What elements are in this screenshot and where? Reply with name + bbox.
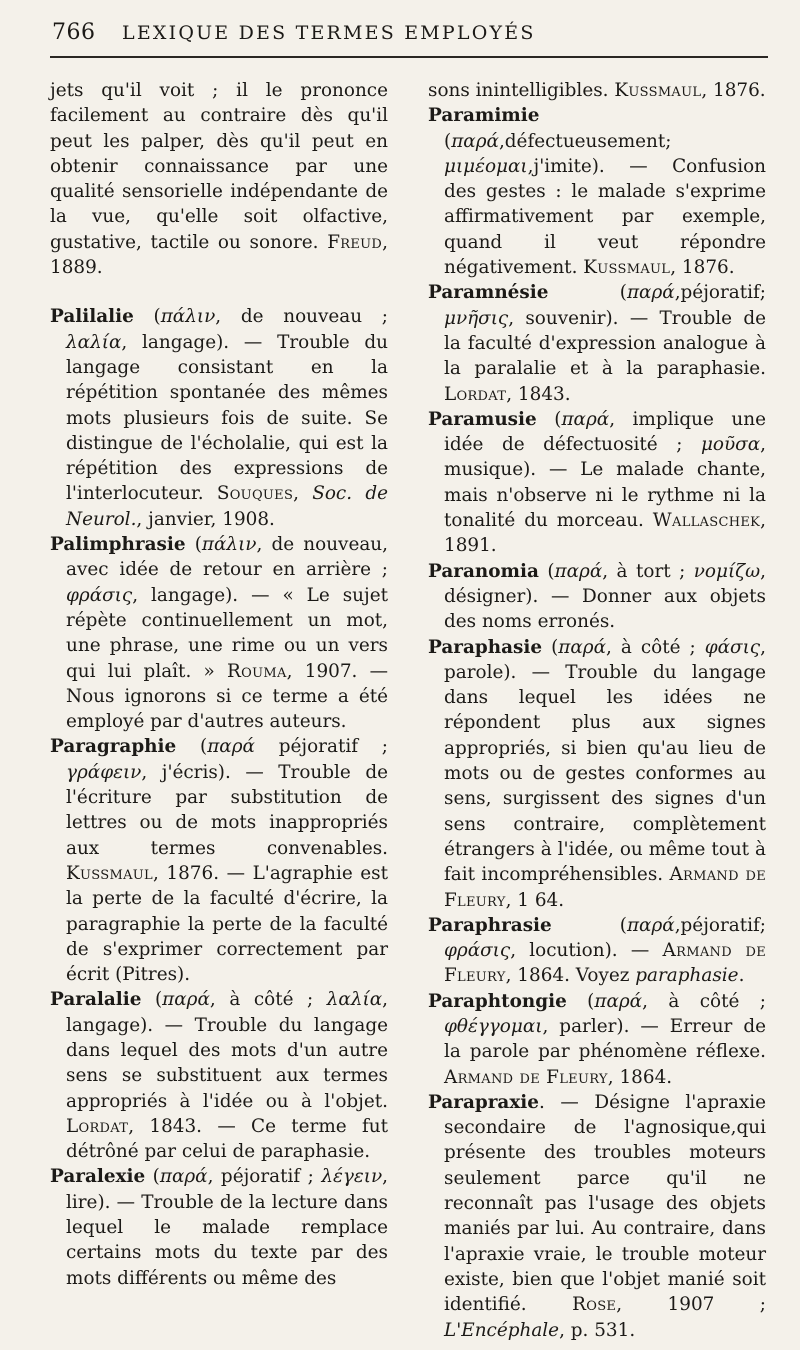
entry-body: — Trouble de la lecture dans lequel le malade remplace certains mots du texte par des mots différents ou même des (66, 1191, 388, 1289)
greek-word: παρά (159, 1166, 208, 1188)
entry-term: Paramusie (428, 408, 537, 430)
greek-word: φθέγγομαι (444, 1015, 543, 1037)
header-rule (50, 56, 768, 58)
author-name: Kussmaul (583, 257, 671, 279)
entry-body: — Trouble du langage dans lequel des mots d'un autre sens se substituent aux termes appropriés à l'idée ou à l'objet. (66, 1014, 388, 1112)
entry-body: — Trouble de l'écriture par substitution de lettres ou de mots inappropriés aux termes convenables. (66, 761, 388, 859)
entry-term: Paraphasie (428, 636, 543, 658)
entry-parapraxie: Parapraxie. — Désigne l'apraxie secondaire de l'agnosique,qui présente des troubles moteurs seulement parce qu'il ne reconnaît pas l'usage des objets maniés par lui. Au contraire, dans l'apraxie vraie, le trouble moteur existe, bien que l'objet manié soit identifié. Rose, 1907 ; L'Encéphale, p. 531. (428, 1091, 766, 1341)
continuation-paragraph (428, 78, 766, 103)
author-name: Freud (327, 231, 383, 253)
author-name: Armand de Fleury (444, 864, 766, 911)
greek-word: παρά (162, 989, 210, 1011)
entry-paraphtongie: Paraphtongie (παρά, à côté ; φθέγγομαι, parler). — Erreur de la parole par phénomène réflexe. Armand de Fleury, 1864. (428, 990, 766, 1088)
entry-term: Paraphrasie (428, 914, 552, 936)
author-name: Armand de Fleury (444, 1066, 608, 1088)
entry-body: — Confusion des gestes : le malade s'exprime affirmativement par exemple, quand il veut répondre négativement. (444, 155, 766, 279)
entry-term: Paragraphie (50, 736, 177, 758)
entry-palilalie: Palilalie (πάλιν, de nouveau ; λαλία, langage). — Trouble du langage consistant en la répétition spontanée des mêmes mots plusieurs fois de suite. Se distingue de l'écholalie, qui est la répétition des expressions de l'interlocuteur. Souques, Soc. de Neurol., janvier, 1908. (50, 306, 389, 530)
entry-paralalie: Paralalie (παρά, à côté ; λαλία, langage). — Trouble du langage dans lequel des mots d'un autre sens se substituent aux termes appropriés à l'idée ou à l'objet. Lordat, 1843. — Ce terme fut détrôné par celui de paraphasie. (50, 989, 388, 1163)
entry-paranomia: Paranomia (παρά, à tort ; νομίζω, désigner). — Donner aux objets des noms erronés. (428, 560, 766, 633)
reference: , 1876. (701, 80, 766, 101)
entry-palimphrasie: Palimphrasie (πάλιν, de nouveau, avec idée de retour en arrière ; φράσις, langage). — « Le sujet répète continuellement un mot, une phrase, une rime ou un vers qui lui plaît. » Rouma, 1907. — Nous ignorons si ce terme a été employé par d'autres auteurs. (50, 534, 389, 733)
text-columns (50, 78, 770, 1341)
author-name: Rouma (227, 660, 287, 682)
entry-term: Paralexie (50, 1166, 146, 1188)
entry-paramimie: Paramimie (παρά,défectueusement; μιμέομαι,j'imite). — Confusion des gestes : le malade s'exprime affirmativement par exemple, quand il veut répondre négativement. Kussmaul, 1876. (428, 105, 766, 279)
author-name: Wallaschek (652, 510, 761, 532)
entry-term: Palimphrasie (50, 534, 186, 556)
entry-body: — Erreur de la parole par phénomène réflexe. (444, 1015, 766, 1063)
entry-body: — Le malade chante, mais n'observe ni le rythme ni la tonalité du morceau. (444, 459, 766, 532)
greek-word: γράφειν (66, 761, 142, 783)
author-name: Lordat (444, 383, 507, 405)
entry-body: sons inintelligibles. (428, 80, 615, 101)
left-column (50, 78, 388, 1343)
author-name: Kussmaul (614, 80, 702, 101)
greek-word: λέγειν (321, 1166, 383, 1188)
greek-word: λαλία (326, 989, 383, 1011)
entry-body: jets qu'il voit ; il le prononce facilement au contraire dès qu'il peut les palper, dès qu'il peut en obtenir connaissance par une qualité sensorielle indépendante de la vue, qu'elle soit olfactive, gustative, tactile ou sonore. (50, 80, 388, 253)
entry-body: — Trouble du langage consistant en la répétition spontanée des mêmes mots plusieurs fois de suite. Se distingue de l'écholalie, qui est la répétition des expressions de l'interlocuteur. (66, 331, 389, 505)
entry-paragraphie: Paragraphie (παρά péjoratif ; γράφειν, j'écris). — Trouble de l'écriture par substitution de lettres ou de mots inappropriés aux termes convenables. Kussmaul, 1876. — L'agraphie est la perte de la faculté d'écrire, la paragraphie la perte de la faculté de s'exprimer correctement par écrit (Pitres). (50, 736, 388, 986)
greek-word: παρά (626, 914, 675, 936)
greek-word: παρά (561, 408, 610, 430)
greek-word: φράσις (66, 584, 133, 606)
entry-term: Paramimie (428, 105, 540, 127)
entry-paraphrasie: Paraphrasie (παρά,péjoratif; φράσις, locution). — Armand de Fleury, 1864. Voyez paraphasie. (428, 914, 766, 987)
greek-word: μοῦσα (700, 434, 761, 456)
greek-word: παρά (626, 282, 675, 304)
author-name: Kussmaul (66, 862, 153, 884)
entry-body: — Trouble du langage dans lequel les idées ne répondent plus aux signes appropriés, si bien qu'au lieu de mots ou de gestes conformes au sens, surgissent des signes d'un sens contraire, complètement étrangers à l'idée, ou même tout à fait incompréhensibles. (444, 661, 766, 886)
author-name: Rose (572, 1294, 617, 1316)
author-name: Armand de Fleury (444, 940, 766, 987)
greek-word: παρά (558, 636, 606, 658)
author-name: Lordat (66, 1115, 129, 1137)
greek-word: πάλιν (201, 534, 257, 556)
entry-body: — « Le sujet répète continuellement un mot, une phrase, une rime ou un vers qui lui plaît. » (66, 584, 388, 682)
greek-word: παρά (554, 560, 603, 582)
entry-paramnesie: Paramnésie (παρά,péjoratif; μνῆσις, souvenir). — Trouble de la faculté d'expression analogue à la paralalie et à la paraphasie. Lordat, 1843. (428, 282, 766, 405)
entry-body: — (617, 940, 663, 962)
entry-term: Palilalie (50, 306, 134, 328)
entry-term: Paraphtongie (428, 990, 567, 1012)
entry-term: Paramnésie (428, 282, 549, 304)
author-name: Souques (216, 483, 294, 505)
entry-body: . — Désigne l'apraxie secondaire de l'agnosique,qui présente des troubles moteurs seulement parce qu'il ne reconnaît pas l'usage des objets maniés par lui. Au contraire, dans l'apraxie vraie, le trouble moteur existe, bien que l'objet manié soit identifié. (444, 1091, 766, 1316)
greek-word: πάλιν (160, 306, 216, 328)
greek-word: φράσις (444, 940, 511, 962)
greek-word: μιμέομαι (444, 155, 528, 177)
greek-word: παρά (451, 130, 499, 152)
entry-term: Paranomia (428, 560, 539, 582)
page-number: 766 (52, 20, 96, 45)
right-column (428, 78, 766, 1343)
entry-body: — Trouble de la faculté d'expression analogue à la paralalie et à la paraphasie. (444, 307, 766, 380)
greek-word: φάσις (704, 636, 761, 658)
continuation-paragraph (50, 78, 388, 280)
entry-paramusie: Paramusie (παρά, implique une idée de défectuosité ; μοῦσα, musique). — Le malade chante, mais n'observe ni le rythme ni la tonalité du morceau. Wallaschek, 1891. (428, 408, 766, 557)
greek-word: μνῆσις (444, 307, 509, 329)
greek-word: λαλία (66, 331, 122, 353)
entry-body: — Donner aux objets des noms erronés. (444, 585, 766, 633)
running-title: LEXIQUE DES TERMES EMPLOYÉS (122, 22, 536, 44)
entry-term: Paralalie (50, 989, 142, 1011)
entry-paralexie: Paralexie (παρά, péjoratif ; λέγειν, lire). — Trouble de la lecture dans lequel le malade remplace certains mots du texte par des mots différents ou même des (50, 1166, 388, 1289)
entry-term: Parapraxie (428, 1091, 539, 1113)
greek-word: νομίζω (693, 560, 761, 582)
entry-paraphasie: Paraphasie (παρά, à côté ; φάσις, parole). — Trouble du langage dans lequel les idées ne répondent plus aux signes appropriés, si bien qu'au lieu de mots ou de gestes conformes au sens, surgissent des signes d'un sens contraire, complètement étrangers à l'idée, ou même tout à fait incompréhensibles. Armand de Fleury, 1 64. (428, 636, 766, 911)
reference: , 1889. (50, 231, 388, 279)
greek-word: παρά (207, 736, 255, 758)
greek-word: παρά (594, 990, 643, 1012)
